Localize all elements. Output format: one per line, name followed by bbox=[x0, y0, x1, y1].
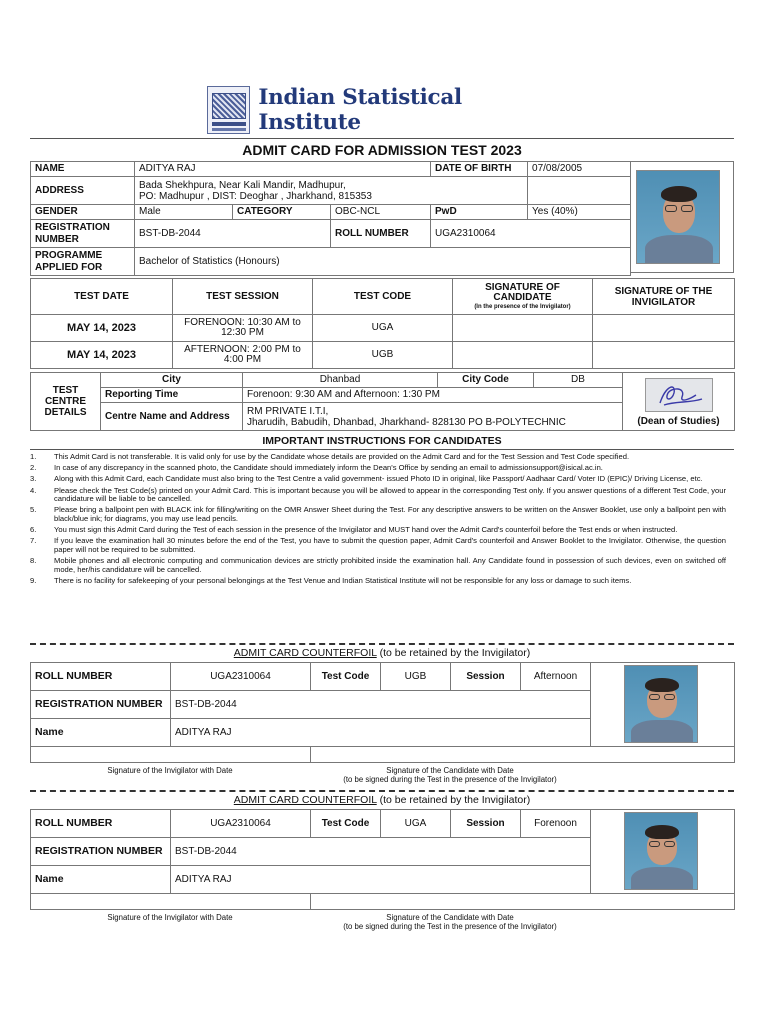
centre-label-2: CENTRE bbox=[44, 396, 87, 407]
instruction-number: 5. bbox=[30, 505, 37, 515]
instruction-text: Please bring a ballpoint pen with BLACK ink for filling/writing on the OMR Answer Sheet during the Test. For any descriptive answers to be written on the Answer Booklet, use only a ballpoint pen with black/blue ink; for diagrams, you may use lead pencils. bbox=[54, 505, 726, 523]
cf2-test-code-label: Test Code bbox=[311, 810, 381, 838]
instruction-text: In case of any discrepancy in the scanned photo, the Candidate should immediately inform the Dean's Office by sending an email to admissionsupport@isical.ac.in. bbox=[54, 463, 603, 473]
instruction-number: 8. bbox=[30, 555, 37, 565]
registration-label-2: NUMBER bbox=[35, 233, 79, 245]
cf1-registration-value: BST-DB-2044 bbox=[171, 691, 591, 719]
instruction-number: 7. bbox=[30, 536, 37, 546]
cf2-roll-value: UGA2310064 bbox=[171, 810, 311, 838]
instruction-number: 2. bbox=[30, 463, 37, 473]
cf1-name-value: ADITYA RAJ bbox=[171, 719, 591, 747]
instruction-number: 6. bbox=[30, 525, 37, 535]
counterfoil-1-title-main: ADMIT CARD COUNTERFOIL bbox=[233, 647, 377, 659]
cf1-name-label: Name bbox=[31, 719, 171, 747]
instruction-item bbox=[30, 475, 726, 484]
session-1-date: MAY 14, 2023 bbox=[31, 315, 173, 342]
invigilator-signature-header-1: SIGNATURE OF THE bbox=[614, 285, 713, 297]
roll-number-label: ROLL NUMBER bbox=[331, 220, 431, 248]
cf1-session-label: Session bbox=[451, 663, 521, 691]
session-2-invigilator-signature bbox=[593, 342, 735, 369]
candidate-details-table bbox=[30, 161, 631, 276]
dean-signature-icon bbox=[646, 379, 714, 413]
instruction-number: 1. bbox=[30, 452, 37, 461]
city-value: Dhanbad bbox=[243, 373, 438, 388]
instruction-item bbox=[30, 464, 726, 473]
instruction-text: Mobile phones and all electronic computing and communication devices are strictly prohibited inside the examination hall. Any Candidate found in possession of such devices, even on switched off mode, her/his candidature will be cancelled. bbox=[54, 555, 726, 574]
dean-signature-image bbox=[645, 378, 713, 412]
dob-value: 07/08/2005 bbox=[528, 162, 631, 177]
reporting-time-label: Reporting Time bbox=[101, 388, 243, 403]
gender-value: Male bbox=[135, 205, 233, 220]
institute-header bbox=[207, 86, 567, 134]
instructions-divider bbox=[30, 449, 734, 450]
dob-label: DATE OF BIRTH bbox=[431, 162, 528, 177]
counterfoil-2-title bbox=[30, 794, 734, 806]
dean-of-studies-label: (Dean of Studies) bbox=[637, 415, 720, 427]
cf2-invigilator-signature-box bbox=[31, 894, 311, 910]
cf1-test-code-label: Test Code bbox=[311, 663, 381, 691]
invigilator-signature-header-2: INVIGILATOR bbox=[631, 296, 696, 308]
cut-line-1 bbox=[30, 643, 734, 645]
reporting-time-value: Forenoon: 9:30 AM and Afternoon: 1:30 PM bbox=[243, 388, 623, 403]
cf2-registration-value: BST-DB-2044 bbox=[171, 838, 591, 866]
instruction-item bbox=[30, 537, 726, 554]
instruction-item bbox=[30, 577, 726, 586]
counterfoil-1-title-rest: (to be retained by the Invigilator) bbox=[376, 647, 531, 659]
candidate-signature-header-2: CANDIDATE bbox=[493, 292, 552, 304]
cf1-invigilator-signature-box bbox=[31, 747, 311, 763]
cf2-session-label: Session bbox=[451, 810, 521, 838]
instruction-item bbox=[30, 453, 726, 462]
cf1-roll-label: ROLL NUMBER bbox=[31, 663, 171, 691]
session-1-time-1: FORENOON: 10:30 AM to bbox=[184, 316, 301, 328]
cf1-roll-value: UGA2310064 bbox=[171, 663, 311, 691]
centre-label-1: TEST bbox=[52, 385, 79, 396]
instructions-heading: IMPORTANT INSTRUCTIONS FOR CANDIDATES bbox=[262, 435, 502, 447]
session-1-candidate-signature bbox=[453, 315, 593, 342]
city-label: City bbox=[101, 373, 243, 388]
address-line-1: Bada Shekhpura, Near Kali Mandir, Madhupur, bbox=[139, 179, 346, 191]
cf1-registration-label: REGISTRATION NUMBER bbox=[31, 691, 171, 719]
cf1-candidate-signature-note: (to be signed during the Test in the presence of the Invigilator) bbox=[343, 774, 557, 784]
cf2-candidate-signature-label: Signature of the Candidate with Date bbox=[386, 913, 514, 922]
header-divider bbox=[30, 138, 734, 139]
instruction-item bbox=[30, 506, 726, 523]
cut-line-2 bbox=[30, 790, 734, 792]
registration-label-1: REGISTRATION bbox=[35, 222, 110, 233]
programme-label-1: PROGRAMME bbox=[35, 250, 103, 261]
test-session-header: TEST SESSION bbox=[173, 279, 313, 315]
candidate-signature-note: (In the presence of the Invigilator) bbox=[474, 303, 571, 310]
instruction-number: 9. bbox=[30, 575, 37, 585]
category-value: OBC-NCL bbox=[331, 205, 431, 220]
centre-label-3: DETAILS bbox=[44, 407, 87, 418]
counterfoil-2-photo bbox=[624, 812, 698, 890]
cf1-invigilator-signature-label: Signature of the Invigilator with Date bbox=[107, 766, 233, 775]
programme-value: Bachelor of Statistics (Honours) bbox=[135, 248, 631, 276]
test-code-header: TEST CODE bbox=[313, 279, 453, 315]
instruction-item bbox=[30, 557, 726, 574]
session-2-code: UGB bbox=[313, 342, 453, 369]
centre-address-label: Centre Name and Address bbox=[101, 403, 243, 431]
roll-number: UGA2310064 bbox=[431, 220, 631, 248]
instruction-text: If you leave the examination hall 30 minutes before the end of the Test, you have to submit the question paper, Admit Card's counterfoil and Answer Booklet to the Invigilator. Otherwise, the question paper will not be required to be submitted. bbox=[54, 536, 726, 554]
category-label: CATEGORY bbox=[233, 205, 331, 220]
instruction-text: You must sign this Admit Card during the Test of each session in the presence of the Invigilator and MUST hand over the Admit Card's counterfoil before the Test ends or when instructed. bbox=[54, 525, 678, 535]
cf1-session-value: Afternoon bbox=[521, 663, 591, 691]
cf2-session-value: Forenoon bbox=[521, 810, 591, 838]
instruction-text: Along with this Admit Card, each Candidate must also bring to the Test Centre a valid government- issued Photo ID in original, like Passport/ Aadhaar Card/ Voter ID (EPIC)/ Driving License, etc. bbox=[54, 474, 703, 484]
centre-address-line-1: RM PRIVATE I.T.I, bbox=[247, 405, 329, 417]
test-centre-table bbox=[30, 372, 735, 431]
cf2-registration-label: REGISTRATION NUMBER bbox=[31, 838, 171, 866]
name-label: NAME bbox=[31, 162, 135, 177]
session-2-date: MAY 14, 2023 bbox=[31, 342, 173, 369]
counterfoil-2-title-main: ADMIT CARD COUNTERFOIL bbox=[233, 794, 377, 806]
session-2-candidate-signature bbox=[453, 342, 593, 369]
cf2-name-value: ADITYA RAJ bbox=[171, 866, 591, 894]
counterfoil-1-title bbox=[30, 647, 734, 659]
test-date-header: TEST DATE bbox=[31, 279, 173, 315]
session-1-time-2: 12:30 PM bbox=[221, 327, 264, 338]
candidate-signature-header-1: SIGNATURE OF bbox=[485, 281, 560, 293]
cf2-candidate-signature-box bbox=[311, 894, 735, 910]
cf2-invigilator-signature-label: Signature of the Invigilator with Date bbox=[107, 913, 233, 922]
centre-address-line-2: Jharudih, Babudih, Dhanbad, Jharkhand- 828130 PO B-POLYTECHNIC bbox=[247, 416, 566, 428]
page-title: ADMIT CARD FOR ADMISSION TEST 2023 bbox=[242, 142, 522, 158]
pwd-label: PwD bbox=[431, 205, 528, 220]
counterfoil-2-title-rest: (to be retained by the Invigilator) bbox=[376, 794, 531, 806]
cf2-roll-label: ROLL NUMBER bbox=[31, 810, 171, 838]
test-schedule-table bbox=[30, 278, 735, 369]
address-line-2: PO: Madhupur , DIST: Deoghar , Jharkhand, 815353 bbox=[139, 190, 372, 202]
instructions-list bbox=[30, 453, 726, 588]
pwd-value: Yes (40%) bbox=[528, 205, 631, 220]
instruction-text: Please check the Test Code(s) printed on your Admit Card. This is important because you will be allowed to appear in the corresponding Test only. If you answer questions of a different Test Code, your candidature will be liable to be cancelled. bbox=[54, 485, 726, 504]
gender-label: GENDER bbox=[31, 205, 135, 220]
session-2-time-1: AFTERNOON: 2:00 PM to bbox=[184, 343, 301, 355]
cf2-name-label: Name bbox=[31, 866, 171, 894]
instruction-item bbox=[30, 526, 726, 535]
photo-frame bbox=[630, 161, 734, 273]
instruction-text: This Admit Card is not transferable. It is valid only for use by the Candidate whose details are provided on the Admit Card and for the Test Session and Test Code specified. bbox=[54, 452, 630, 461]
session-1-invigilator-signature bbox=[593, 315, 735, 342]
institute-name: Indian Statistical Institute bbox=[258, 85, 462, 135]
programme-label-2: APPLIED FOR bbox=[35, 261, 103, 273]
cf1-candidate-signature-box bbox=[311, 747, 735, 763]
registration-number: BST-DB-2044 bbox=[135, 220, 331, 248]
city-code-label: City Code bbox=[438, 373, 534, 388]
cf2-candidate-signature-note: (to be signed during the Test in the presence of the Invigilator) bbox=[343, 921, 557, 931]
instruction-text: There is no facility for safekeeping of your personal belongings at the Test Venue and Indian Statistical Institute will not be responsible for any loss or damage to such items. bbox=[54, 575, 632, 585]
counterfoil-1-photo bbox=[624, 665, 698, 743]
instruction-number: 4. bbox=[30, 485, 37, 495]
candidate-name: ADITYA RAJ bbox=[135, 162, 431, 177]
cf1-candidate-signature-label: Signature of the Candidate with Date bbox=[386, 766, 514, 775]
instruction-item bbox=[30, 487, 726, 504]
session-1-code: UGA bbox=[313, 315, 453, 342]
cf2-test-code-value: UGA bbox=[381, 810, 451, 838]
isi-logo-icon bbox=[207, 86, 250, 134]
cf1-test-code-value: UGB bbox=[381, 663, 451, 691]
city-code-value: DB bbox=[534, 373, 623, 388]
instruction-number: 3. bbox=[30, 474, 37, 484]
session-2-time-2: 4:00 PM bbox=[223, 354, 262, 365]
address-label: ADDRESS bbox=[31, 177, 135, 205]
